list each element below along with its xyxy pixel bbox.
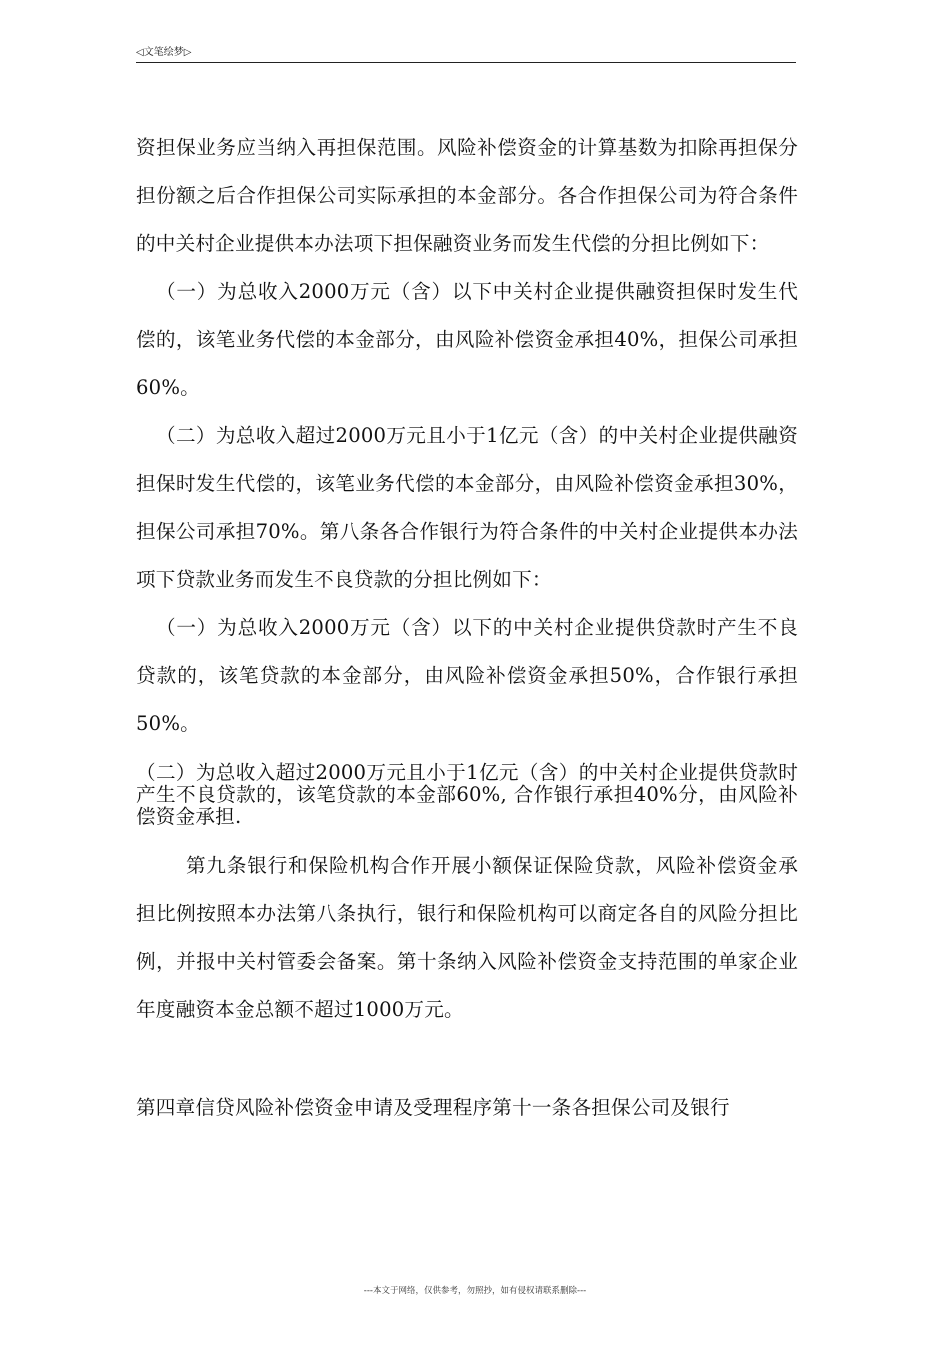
paragraph-loan-2000-to-1yi: （二）为总收入超过2000万元且小于1亿元（含）的中关村企业提供贷款时产生不良贷款的，该笔贷款的本金部60%, 合作银行承担40%分，由风险补偿资金承担. xyxy=(136,761,798,828)
paragraph-loan-under-2000: （一）为总收入2000万元（含）以下的中关村企业提供贷款时产生不良贷款的，该笔贷款的本金部分，由风险补偿资金承担50%，合作银行承担50%。 xyxy=(136,616,798,735)
paragraph-article-nine-ten: 第九条银行和保险机构合作开展小额保证保险贷款，风险补偿资金承担比例按照本办法第八条执行，银行和保险机构可以商定各自的风险分担比例，并报中关村管委会备案。第十条纳入风险补偿资金支持范围的单家企业年度融资本金总额不超过1000万元。 xyxy=(136,854,798,1021)
paragraph-guarantee-2000-to-1yi: （二）为总收入超过2000万元且小于1亿元（含）的中关村企业提供融资担保时发生代偿的，该笔业务代偿的本金部分，由风险补偿资金承担30%，担保公司承担70%。第八条各合作银行为符合条件的中关村企业提供本办法项下贷款业务而发生不良贷款的分担比例如下： xyxy=(136,424,798,591)
section-gap xyxy=(136,1034,798,1084)
paragraph-risk-compensation-base: 资担保业务应当纳入再担保范围。风险补偿资金的计算基数为扣除再担保分担份额之后合作担保公司实际承担的本金部分。各合作担保公司为符合条件的中关村企业提供本办法项下担保融资业务而发生代偿的分担比例如下： xyxy=(136,136,798,255)
page-header xyxy=(136,46,796,63)
paragraph-guarantee-under-2000: （一）为总收入2000万元（含）以下中关村企业提供融资担保时发生代偿的，该笔业务代偿的本金部分，由风险补偿资金承担40%，担保公司承担60%。 xyxy=(136,280,798,399)
header-text: ◁文笔绘梦▷ xyxy=(136,47,192,58)
document-body xyxy=(136,124,798,1132)
paragraph-chapter-four: 第四章信贷风险补偿资金申请及受理程序第十一条各担保公司及银行 xyxy=(136,1096,730,1119)
page-footer: ---本文于网络，仅供参考，勿照抄，如有侵权请联系删除--- xyxy=(363,1286,587,1296)
